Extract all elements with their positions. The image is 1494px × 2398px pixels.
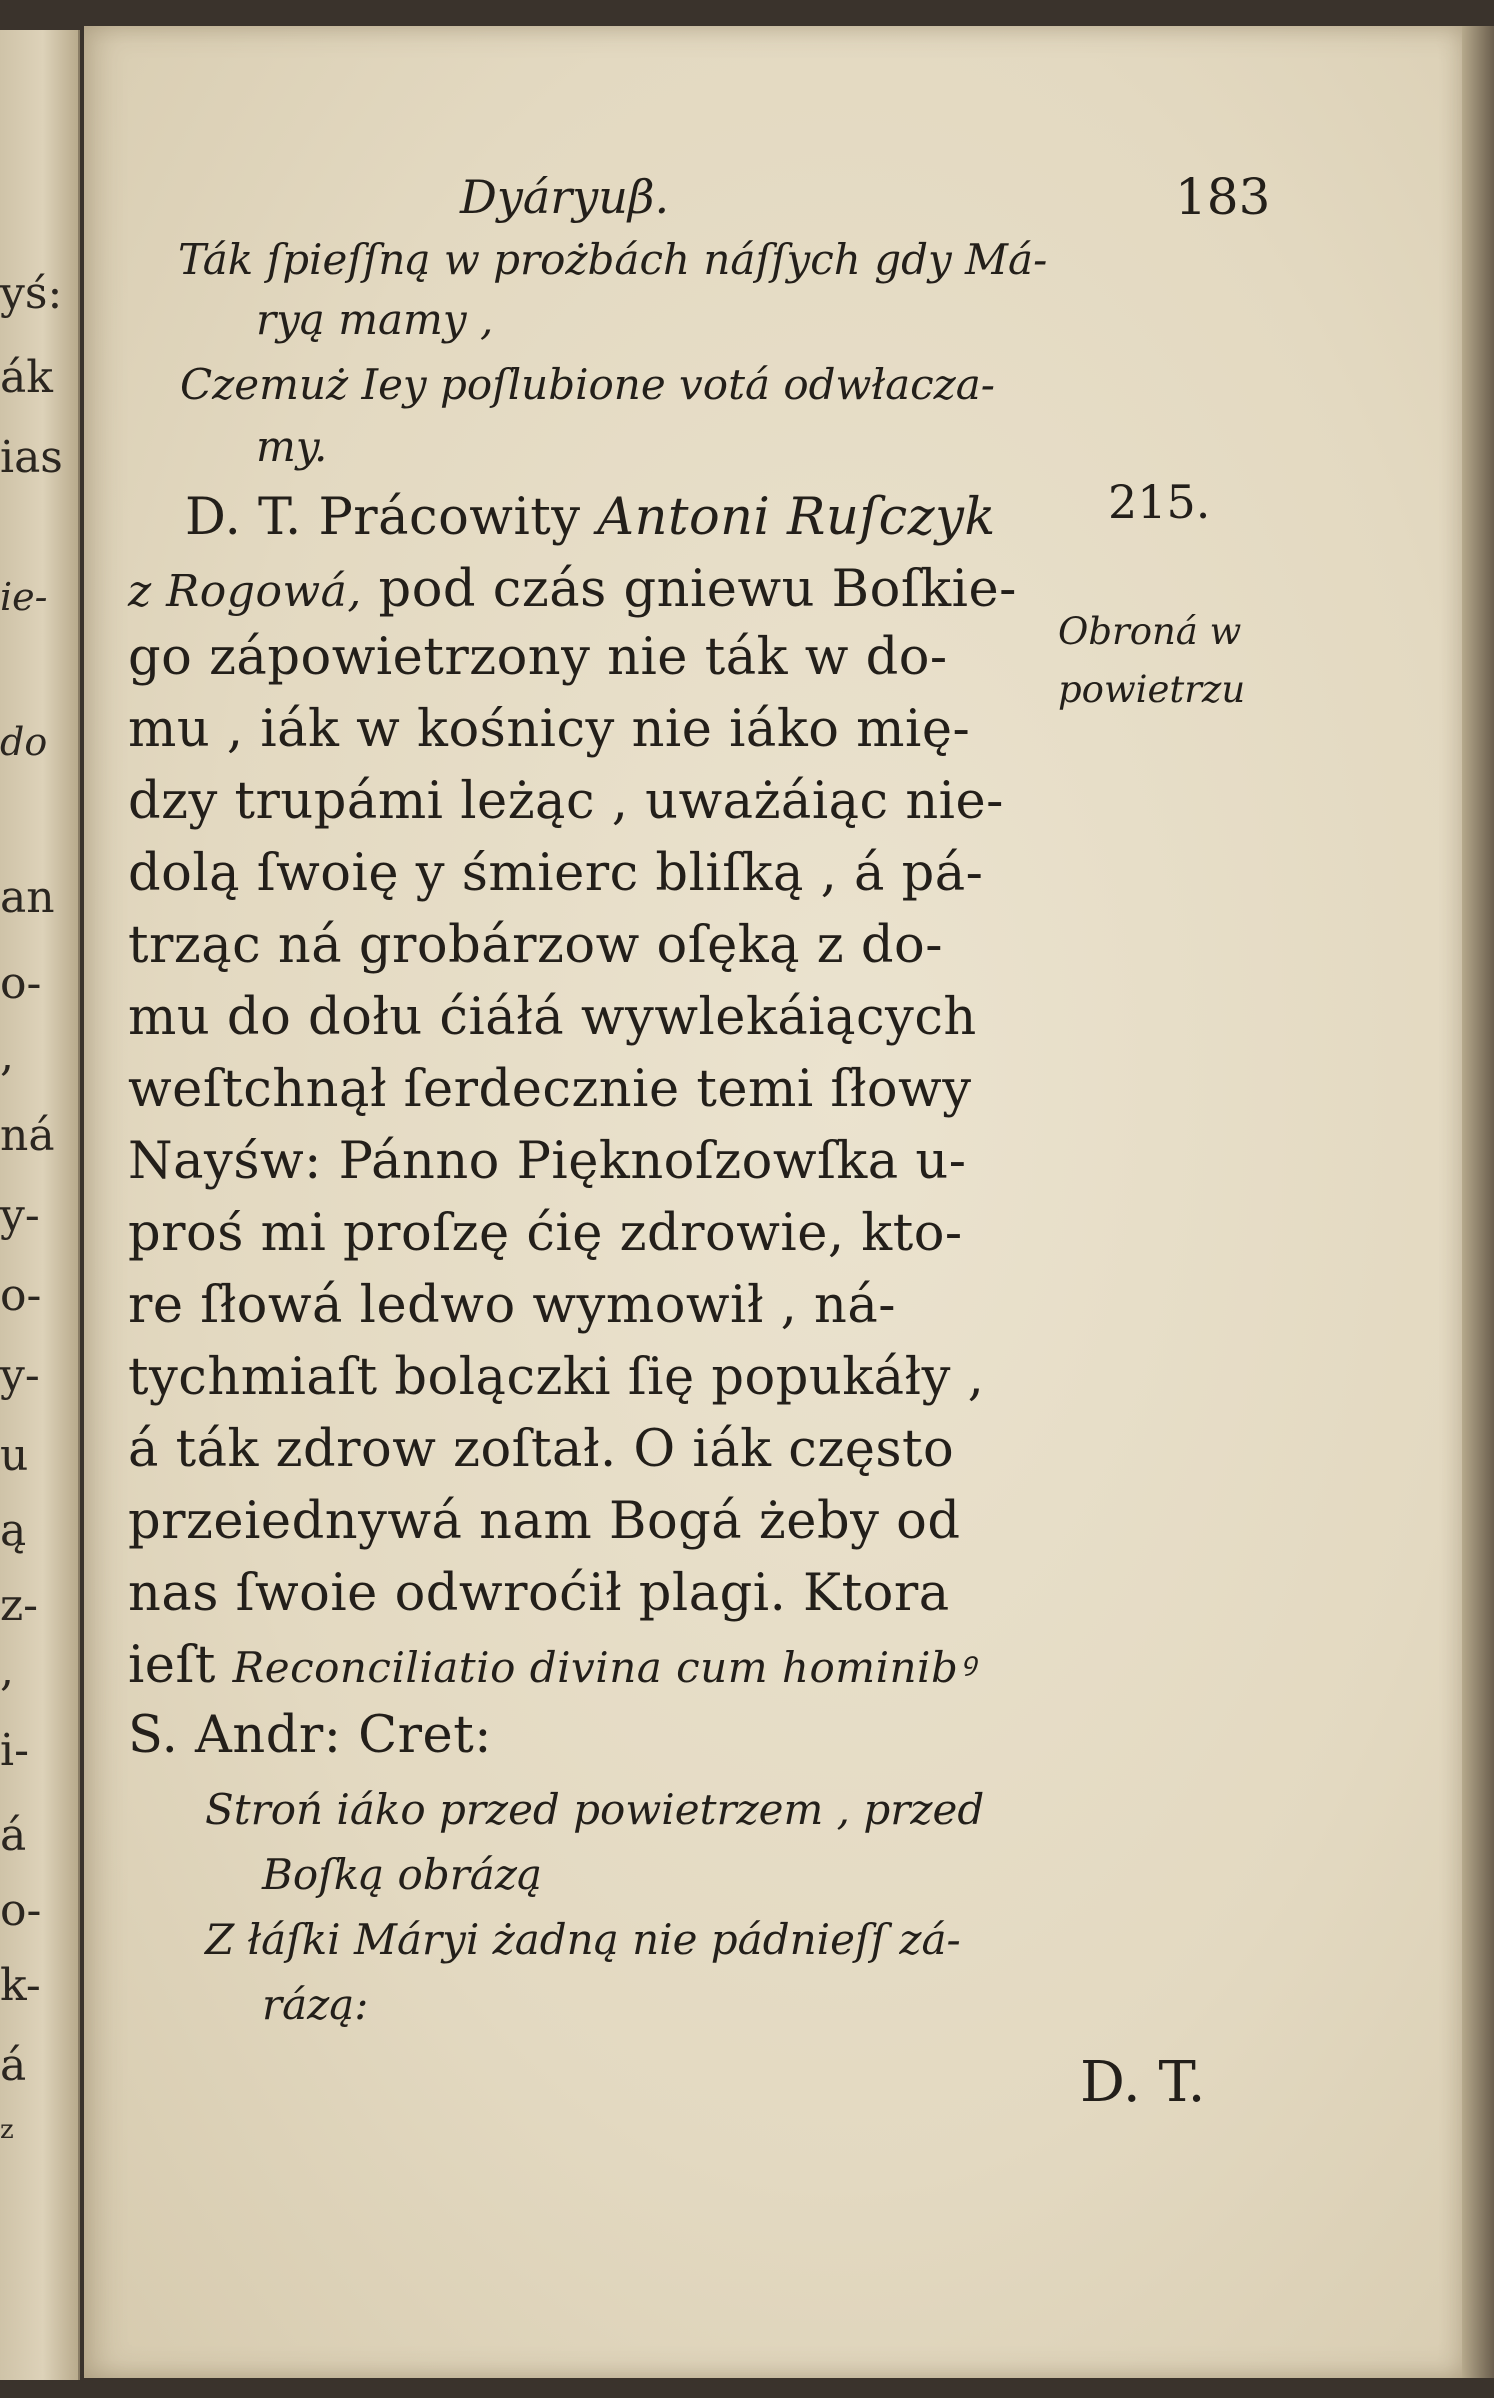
paragraph-line: dzy trupámi leżąc , uważáiąc nie- — [128, 772, 1004, 831]
fragment: i- — [0, 1725, 29, 1776]
paragraph-line — [185, 488, 996, 547]
latin-quote: Reconciliatio divina cum hominibꝰ — [232, 1643, 975, 1692]
paragraph-line: re ſłowá ledwo wymowił , ná- — [128, 1276, 897, 1335]
fragment: do — [0, 720, 48, 764]
fragment: yś: — [0, 268, 63, 319]
fragment: o- — [0, 1270, 42, 1321]
margin-note-line: powietrzu — [1058, 668, 1246, 711]
place-name: z Rogowá, — [128, 566, 362, 617]
paragraph-line: Nayśw: Pánno Pięknoſzowſka u- — [128, 1132, 967, 1191]
person-name: Antoni Ruſczyk — [597, 488, 996, 547]
page-number: 183 — [1175, 168, 1271, 226]
paragraph-line — [128, 560, 1017, 619]
margin-number: 215. — [1108, 475, 1211, 529]
fragment: ák — [0, 352, 53, 403]
paragraph-line: proś mi proſzę ćię zdrowie, kto- — [128, 1204, 963, 1263]
citation: S. Andr: Cret: — [128, 1706, 492, 1765]
paragraph-opening: D. T. Prácowity — [185, 488, 581, 547]
paragraph-text: pod czás gniewu Boſkie- — [378, 560, 1017, 619]
fragment: ias — [0, 432, 63, 483]
facing-page-edge — [0, 30, 80, 2380]
paragraph-line: weſtchnął ſerdecznie temi ſłowy — [128, 1060, 972, 1119]
catchword: D. T. — [1080, 2050, 1206, 2115]
paragraph-line: przeiednywá nam Bogá żeby od — [128, 1492, 961, 1551]
fragment: u — [0, 1430, 29, 1481]
paragraph-line: tychmiaſt bolączki ſię popukáły , — [128, 1348, 985, 1407]
fragment: an — [0, 872, 55, 923]
fragment: , — [0, 1645, 14, 1696]
fragment: ie- — [0, 575, 48, 619]
verse-line: Ták ſpieſſną w prożbách náſſych gdy Má- — [178, 235, 1048, 284]
paragraph-line: mu , iák w kośnicy nie iáko mię- — [128, 700, 971, 759]
fragment: ná — [0, 1110, 55, 1161]
paragraph-line: dolą ſwoię y śmierc bliſką , á pá- — [128, 844, 984, 903]
paragraph-text: ieſt — [128, 1636, 216, 1695]
fragment: y- — [0, 1190, 40, 1241]
page-fore-edge — [1462, 26, 1494, 2378]
verse-line: my. — [256, 422, 328, 471]
verse-line: rázą: — [262, 1980, 369, 2029]
fragment: o- — [0, 958, 42, 1009]
fragment: , — [0, 1030, 14, 1081]
verse-line: Boſką obrázą — [262, 1850, 542, 1899]
fragment: z- — [0, 1580, 39, 1631]
verse-line: Czemuż Iey poſlubione votá odwłacza- — [180, 360, 996, 409]
verse-line: ryą mamy , — [256, 295, 494, 344]
fragment: á — [0, 1810, 27, 1861]
margin-note-line: Obroná w — [1058, 610, 1242, 653]
fragment: á — [0, 2040, 27, 2091]
fragment: y- — [0, 1350, 40, 1401]
fragment: k- — [0, 1960, 41, 2011]
verse-line: Z łáſki Máryi żadną nie pádnieſſ zá- — [205, 1915, 961, 1964]
paragraph-line: trząc ná grobárzow oſęką z do- — [128, 916, 943, 975]
running-head: Dyáryuβ. — [460, 170, 670, 224]
fragment: z — [0, 2115, 14, 2145]
verse-line: Stroń iáko przed powietrzem , przed — [205, 1785, 985, 1834]
fragment: ą — [0, 1505, 27, 1556]
fragment: o- — [0, 1885, 42, 1936]
paragraph-line: nas ſwoie odwroćił plagi. Ktora — [128, 1564, 950, 1623]
paragraph-line: mu do dołu ćiáłá wywlekáiących — [128, 988, 977, 1047]
paragraph-line: go zápowietrzony nie ták w do- — [128, 628, 948, 687]
paragraph-line: á ták zdrow zoſtał. O iák często — [128, 1420, 955, 1479]
paragraph-line — [128, 1636, 975, 1695]
